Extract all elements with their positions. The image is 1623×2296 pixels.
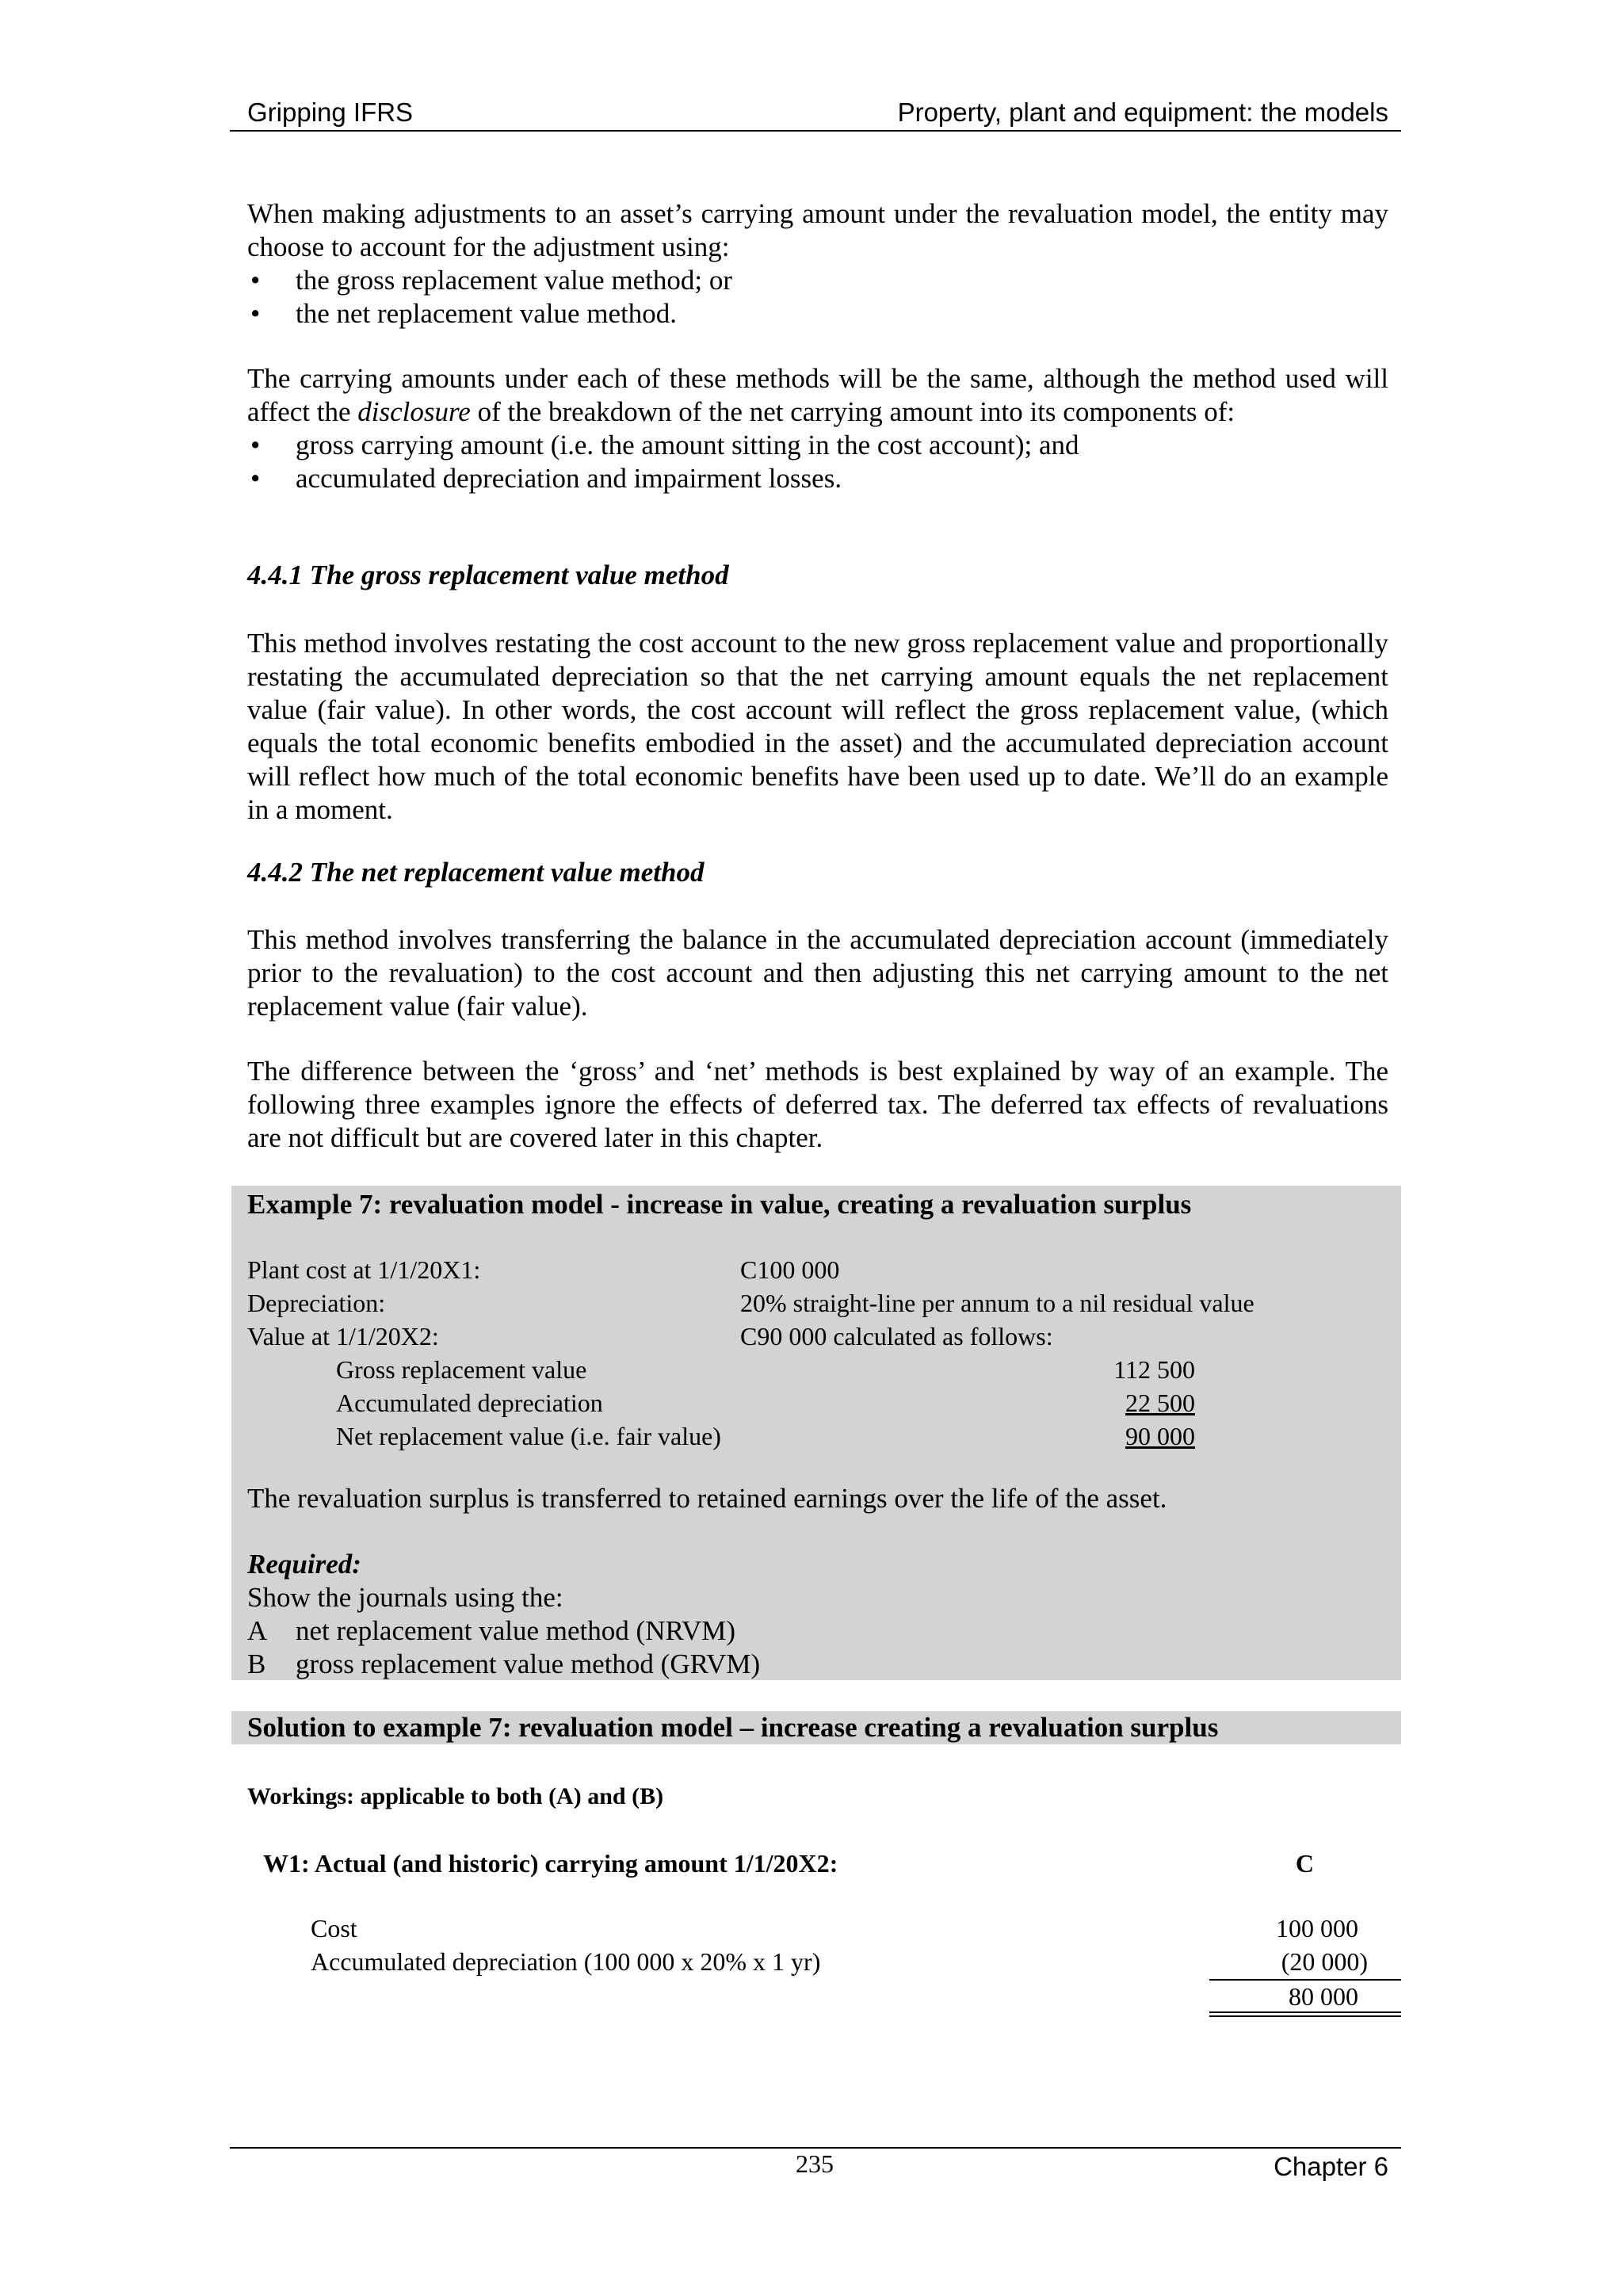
working-label: Accumulated depreciation (100 000 x 20% x 1 yr) — [311, 1947, 821, 1976]
footer-chapter: Chapter 6 — [1274, 2152, 1388, 2181]
calc-value: 112 500 — [1113, 1355, 1195, 1384]
fact-label: Value at 1/1/20X2: — [247, 1322, 439, 1350]
fact-value: C90 000 calculated as follows: — [740, 1322, 1053, 1350]
carrying-emphasis: disclosure — [357, 396, 471, 427]
fact-value: C100 000 — [740, 1255, 840, 1284]
fact-value: 20% straight-line per annum to a nil residual value — [740, 1289, 1254, 1317]
calc-value: 90 000 — [1125, 1422, 1195, 1450]
example-7-title: Example 7: revaluation model - increase in value, creating a revaluation surplus — [247, 1189, 1192, 1220]
working-value: (20 000) — [1281, 1947, 1368, 1976]
section-442-text: This method involves transferring the balance in the accumulated depreciation account (immediately prior to the revaluation) to the cost account and then adjusting this net carrying amount to the net replacement value (fair value). — [247, 924, 1388, 1022]
intro-paragraph — [247, 197, 1388, 330]
carrying-text: The carrying amounts under each of these methods will be the same, although the method used will affect the disclosure of the breakdown of the net carrying amount into its components of: — [247, 363, 1388, 427]
total-rule-top — [1209, 2011, 1401, 2013]
header-rule — [230, 130, 1401, 132]
fact-label: Plant cost at 1/1/20X1: — [247, 1255, 481, 1284]
carrying-paragraph — [247, 362, 1388, 495]
calc-label: Accumulated depreciation — [336, 1389, 603, 1417]
intro-bullet: • the gross replacement value method; or — [247, 264, 1388, 297]
section-441-heading: 4.4.1 The gross replacement value method — [247, 560, 729, 590]
section-442-heading: 4.4.2 The net replacement value method — [247, 857, 705, 888]
intro-text: When making adjustments to an asset’s carrying amount under the revaluation model, the entity may choose to account for the adjustment using: — [247, 198, 1388, 262]
surplus-note: The revaluation surplus is transferred to retained earnings over the life of the asset. — [247, 1483, 1167, 1514]
header-right: Property, plant and equipment: the models — [897, 97, 1388, 127]
difference-text: The difference between the ‘gross’ and ‘net’ methods is best explained by way of an example. The following three examples ignore the effects of deferred tax. The deferred tax effects of revaluations are not difficult but are covered later in this chapter. — [247, 1056, 1388, 1153]
carrying-bullet: • gross carrying amount (i.e. the amount sitting in the cost account); and — [247, 429, 1388, 462]
currency-heading: C — [1295, 1849, 1314, 1878]
total-rule-bottom — [1209, 2015, 1401, 2017]
required-label: Required: — [247, 1549, 361, 1580]
required-text: Show the journals using the: — [247, 1582, 563, 1613]
calc-value: 22 500 — [1125, 1389, 1195, 1417]
calc-label: Gross replacement value — [336, 1355, 587, 1384]
w1-title: W1: Actual (and historic) carrying amount 1/1/20X2: — [263, 1849, 838, 1878]
working-total: 80 000 — [1289, 1982, 1358, 2011]
intro-bullet: • the net replacement value method. — [247, 297, 1388, 330]
section-441-text: This method involves restating the cost account to the new gross replacement value and proportionally restating the accumulated depreciation so that the net carrying amount equals the net replacement value (fair value). In other words, the cost account will reflect the gross replacement value, (which equals the total economic benefits embodied in the asset) and the accumulated depreciation account will reflect how much of the total economic benefits have been used up to date. We’ll do an example in a moment. — [247, 628, 1388, 825]
option-text: net replacement value method (NRVM) — [296, 1615, 736, 1646]
working-value: 100 000 — [1276, 1914, 1358, 1943]
page-number: 235 — [796, 2149, 834, 2178]
fact-label: Depreciation: — [247, 1289, 386, 1317]
solution-7-title: Solution to example 7: revaluation model – increase creating a revaluation surplus — [247, 1712, 1219, 1743]
calc-label: Net replacement value (i.e. fair value) — [336, 1422, 721, 1450]
carrying-bullet: • accumulated depreciation and impairment losses. — [247, 462, 1388, 495]
option-letter: A — [247, 1615, 268, 1646]
option-letter: B — [247, 1648, 266, 1679]
workings-title: Workings: applicable to both (A) and (B) — [247, 1783, 664, 1809]
header-left: Gripping IFRS — [247, 97, 414, 127]
working-label: Cost — [311, 1914, 357, 1943]
option-text: gross replacement value method (GRVM) — [296, 1648, 761, 1679]
